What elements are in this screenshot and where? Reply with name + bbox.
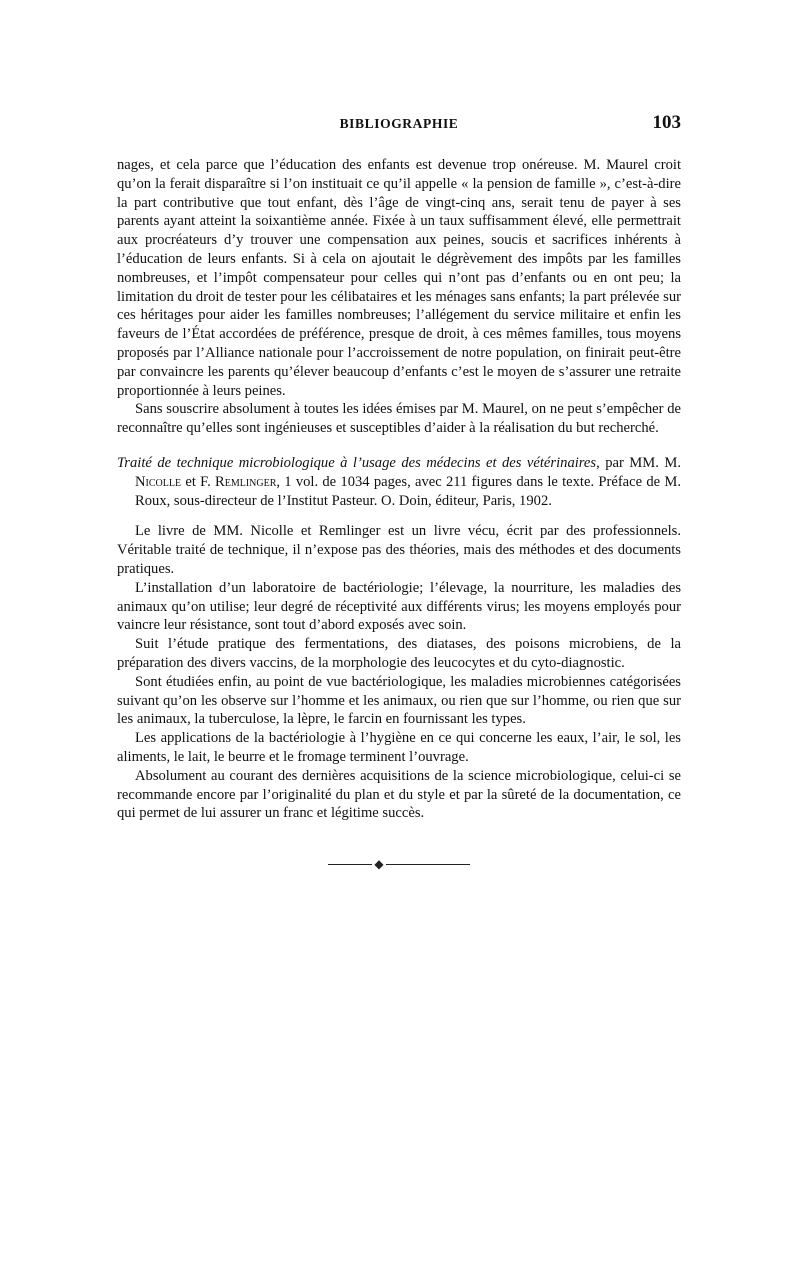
book-title: Traité de technique microbiologique à l’usage des médecins et des vétérinaires, bbox=[117, 454, 600, 471]
citation-and: et F. bbox=[181, 473, 215, 490]
review-paragraph: L’installation d’un laboratoire de bactériologie; l’élevage, la nourriture, les maladies des animaux qu’on utilise; leur degré de réceptivité aux différents virus; les moyens employés pour vaincre leur résistance, sont tout d’abord exposés avec soin. bbox=[117, 579, 681, 634]
section-ornament bbox=[117, 857, 681, 873]
book-review bbox=[117, 454, 681, 823]
paragraph-continuation: nages, et cela parce que l’éducation des enfants est devenue trop onéreuse. M. Maurel croit qu’on la ferait disparaître si l’on instituait ce qu’il appelle « la pension de famille », c’est-à-dire la part contributive que tout enfant, dès l’âge de vingt-cinq ans, serait tenu de payer à ses parents ayant atteint la soixantième année. Fixée à un taux suffisamment élevé, elle permettrait aux procréateurs d’y trouver une compensation aux peines, soucis et sacrifices inhérents à l’éducation de leurs enfants. Si à cela on ajoutait le dégrèvement des impôts par les familles nombreuses, et l’impôt compensateur pour celles qui n’ont pas d’enfants ou en ont peu; la limitation du droit de tester pour les célibataires et les ménages sans enfants; la part prélevée sur ces héritages pour aider les familles nombreuses; l’allégement du service militaire et enfin les faveurs de l’État accordées de préférence, presque de droit, à ces mêmes familles, tous moyens proposés par l’Alliance nationale pour l’accroissement de notre population, on finirait peut-être par convaincre les parents qu’élever beaucoup d’enfants c’est le moyen de s’assurer une retraite proportionnée à leurs peines. bbox=[117, 157, 681, 399]
review-citation bbox=[117, 454, 681, 510]
author-remlinger: Remlinger bbox=[214, 473, 277, 490]
review-body bbox=[117, 522, 681, 823]
review-paragraph: Suit l’étude pratique des fermentations, des diatases, des poisons microbiens, de la préparation des divers vaccins, de la morphologie des leucocytes et du cyto-diagnostic. bbox=[117, 636, 681, 671]
review-paragraph: Sont étudiées enfin, au point de vue bactériologique, les maladies microbiennes catégorisées suivant qu’on les observe sur l’homme et les animaux, ou rien que sur l’homme, ou rien que sur les animaux, la tuberculose, la lèpre, le farcin en fournissant les types. bbox=[117, 673, 681, 728]
page-body bbox=[117, 156, 681, 873]
page-header bbox=[117, 112, 681, 148]
paragraph-conclusion: Sans souscrire absolument à toutes les idées émises par M. Maurel, on ne peut s’empêcher de reconnaître qu’elles sont ingénieuses et susceptibles d’aider à la réalisation du but recherché. bbox=[117, 401, 681, 437]
running-title: BIBLIOGRAPHIE bbox=[339, 116, 459, 131]
ornament-rule-left bbox=[328, 864, 372, 865]
citation-publisher: , sous-directeur de l’Institut Pasteur. O. Doin, éditeur, Paris, 1902. bbox=[166, 492, 552, 509]
diamond-icon: ◆ bbox=[374, 857, 384, 872]
author-nicolle: Nicolle bbox=[135, 473, 182, 490]
preface-author: Roux bbox=[135, 492, 167, 509]
citation-details: , 1 vol. de 1034 pages, avec 211 figures dans le texte. Préface de M. bbox=[276, 473, 682, 490]
review-paragraph: Les applications de la bactériologie à l’hygiène en ce qui concerne les eaux, l’air, le sol, les aliments, le lait, le beurre et le fromage terminent l’ouvrage. bbox=[117, 730, 681, 765]
ornament-rule-right bbox=[386, 864, 470, 865]
page bbox=[117, 112, 681, 873]
citation-by: par MM. M. bbox=[599, 454, 681, 471]
page-number: 103 bbox=[652, 112, 681, 133]
review-paragraph: Le livre de MM. Nicolle et Remlinger est un livre vécu, écrit par des professionnels. Véritable traité de technique, il n’expose pas des théories, mais des méthodes et des documents pratiques. bbox=[117, 523, 681, 577]
review-paragraph: Absolument au courant des dernières acquisitions de la science microbiologique, celui-ci se recommande encore par l’originalité du plan et du style et par la sûreté de la documentation, ce qui permet de lui assurer un franc et légitime succès. bbox=[117, 767, 681, 822]
